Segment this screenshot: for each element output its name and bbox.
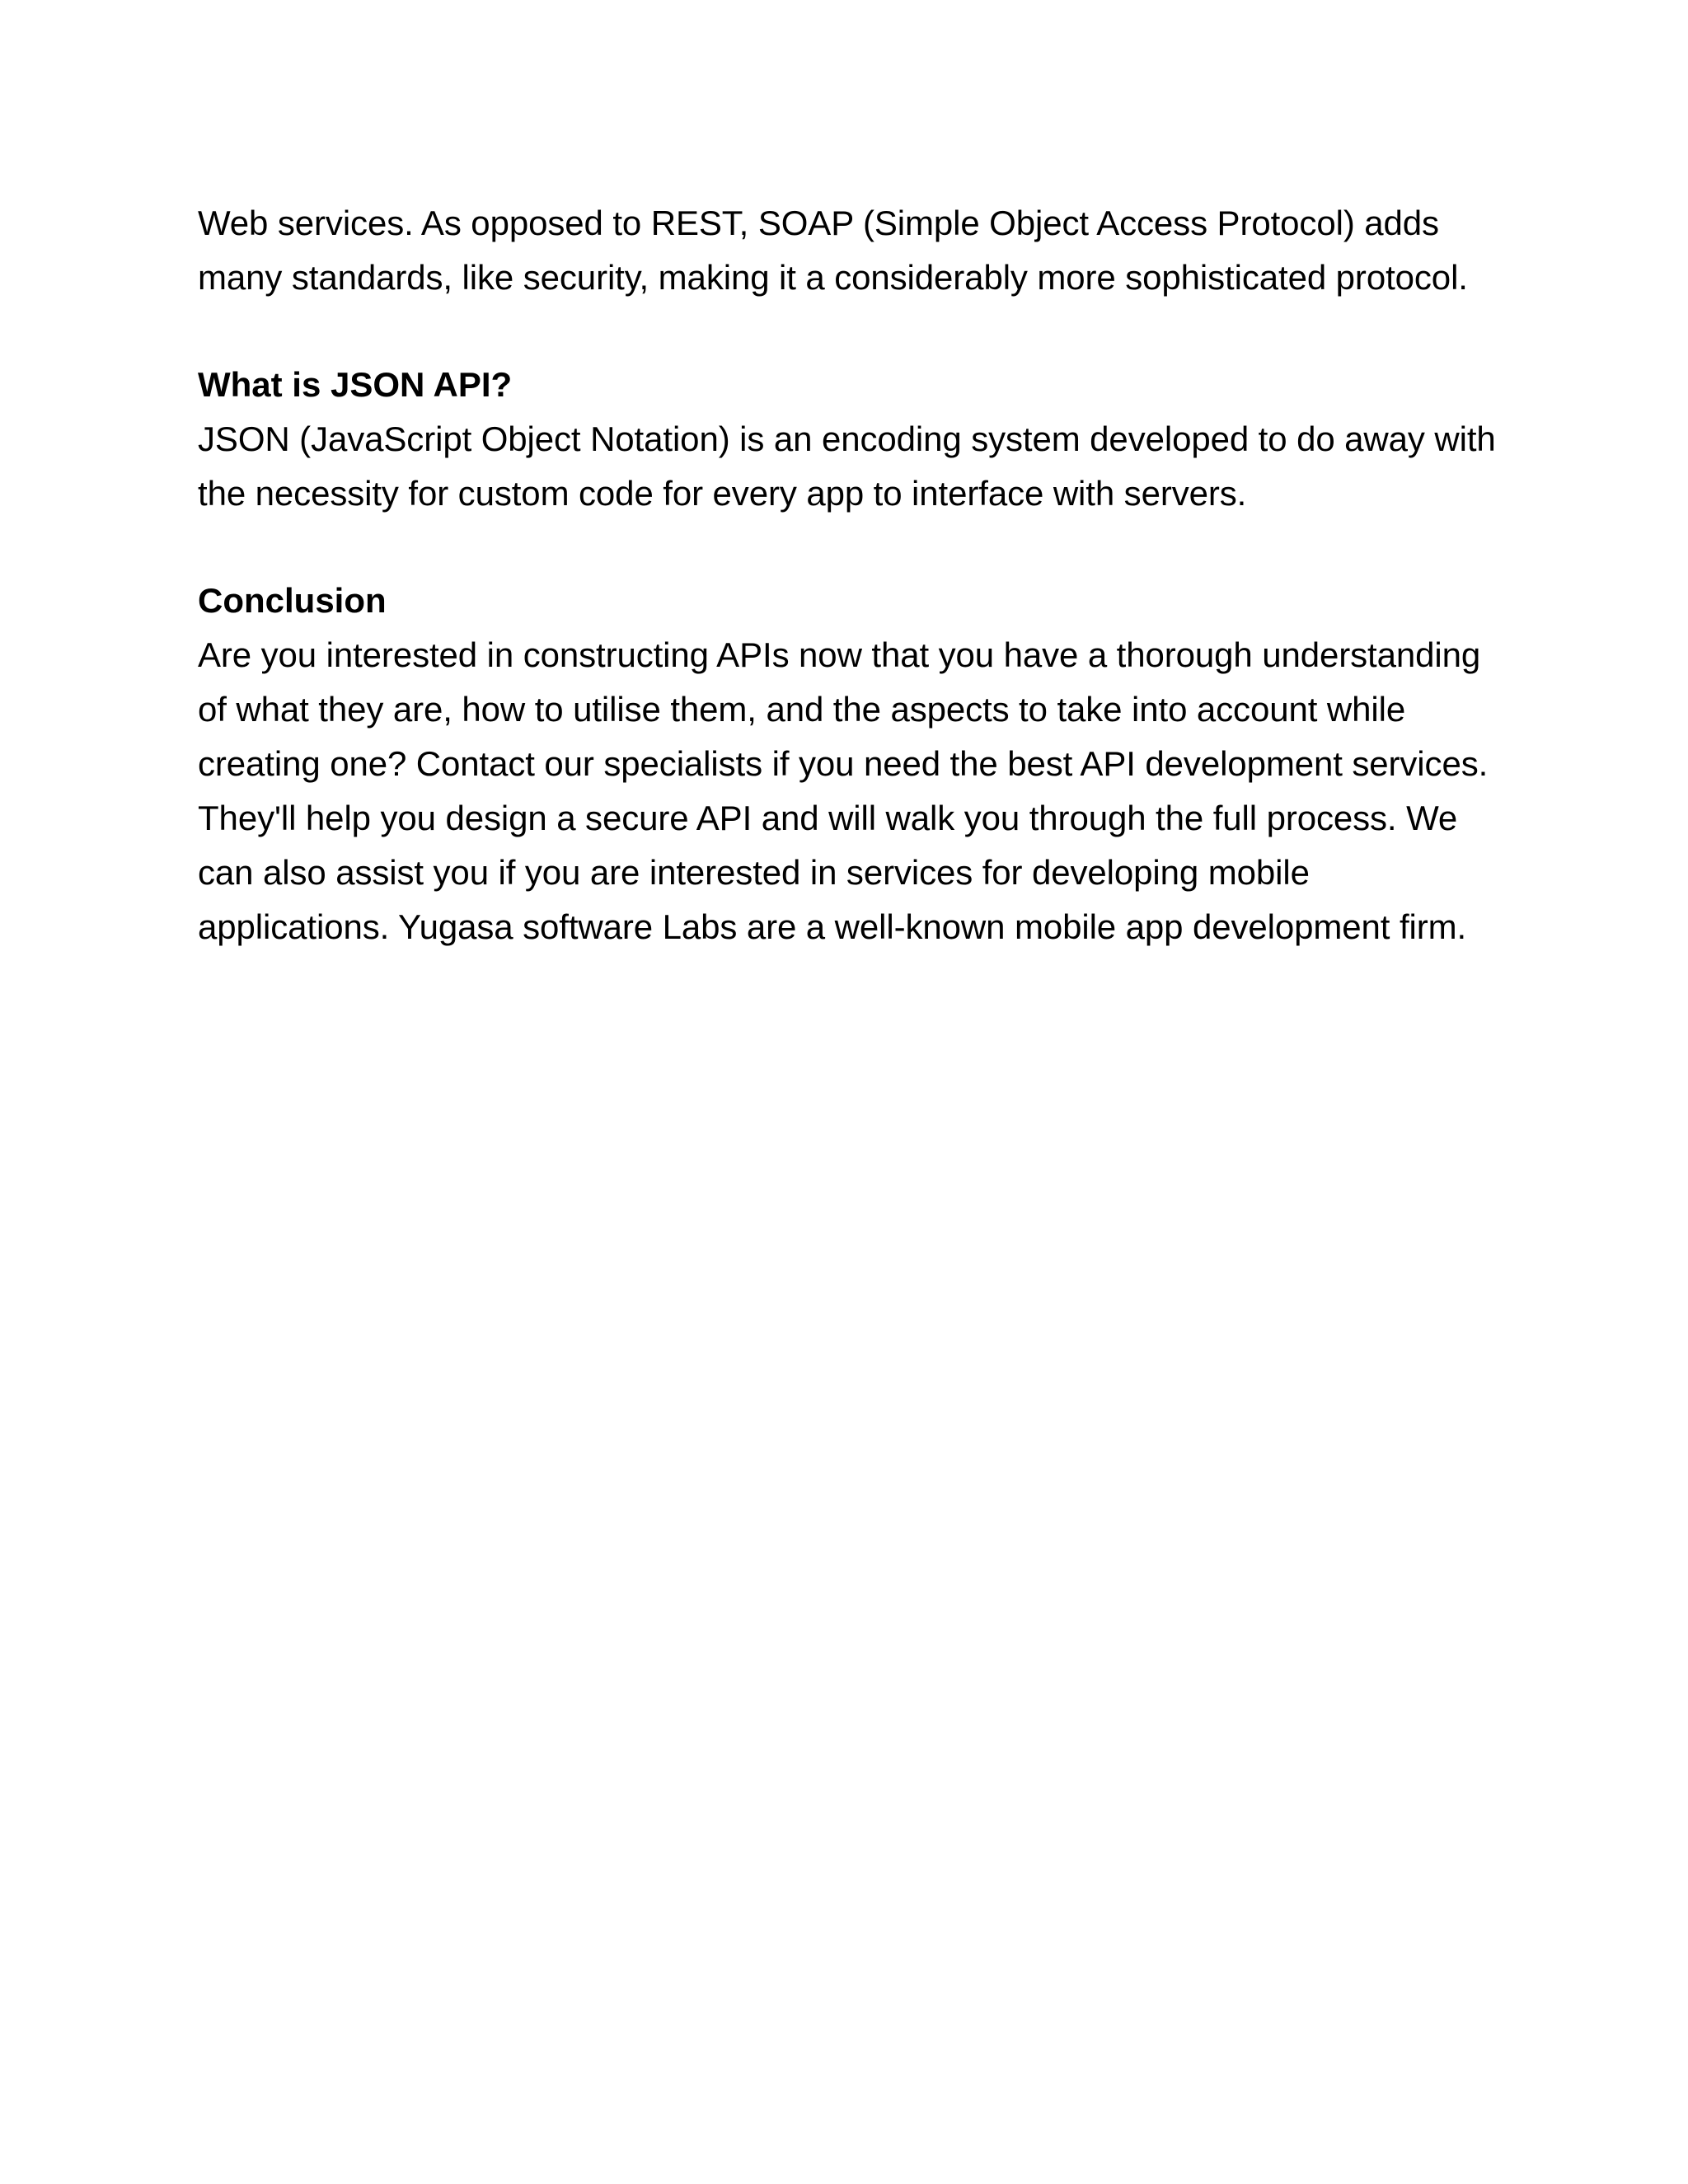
section-json-api <box>198 358 1508 521</box>
paragraph-spacer <box>198 305 1508 358</box>
section-heading-json-api: What is JSON API? <box>198 365 513 404</box>
section-heading-conclusion: Conclusion <box>198 581 387 620</box>
section-body-conclusion: Are you interested in constructing APIs now that you have a thorough understanding of what they are, how to utilise them, and the aspects to take into account while creating one? Contact our specialists if you need the best API development services. They'll help you design a secure API and will walk you through the full process. We can also assist you if you are interested in services for developing mobile applications. Yugasa software Labs are a well-known mobile app development firm. <box>198 635 1489 946</box>
paragraph-spacer <box>198 521 1508 574</box>
page-content <box>198 196 1508 954</box>
section-conclusion <box>198 574 1508 954</box>
section-body-json-api: JSON (JavaScript Object Notation) is an encoding system developed to do away with the necessity for custom code for every app to interface with servers. <box>198 419 1496 513</box>
intro-paragraph: Web services. As opposed to REST, SOAP (Simple Object Access Protocol) adds many standards, like security, making it a considerably more sophisticated protocol. <box>198 204 1468 297</box>
